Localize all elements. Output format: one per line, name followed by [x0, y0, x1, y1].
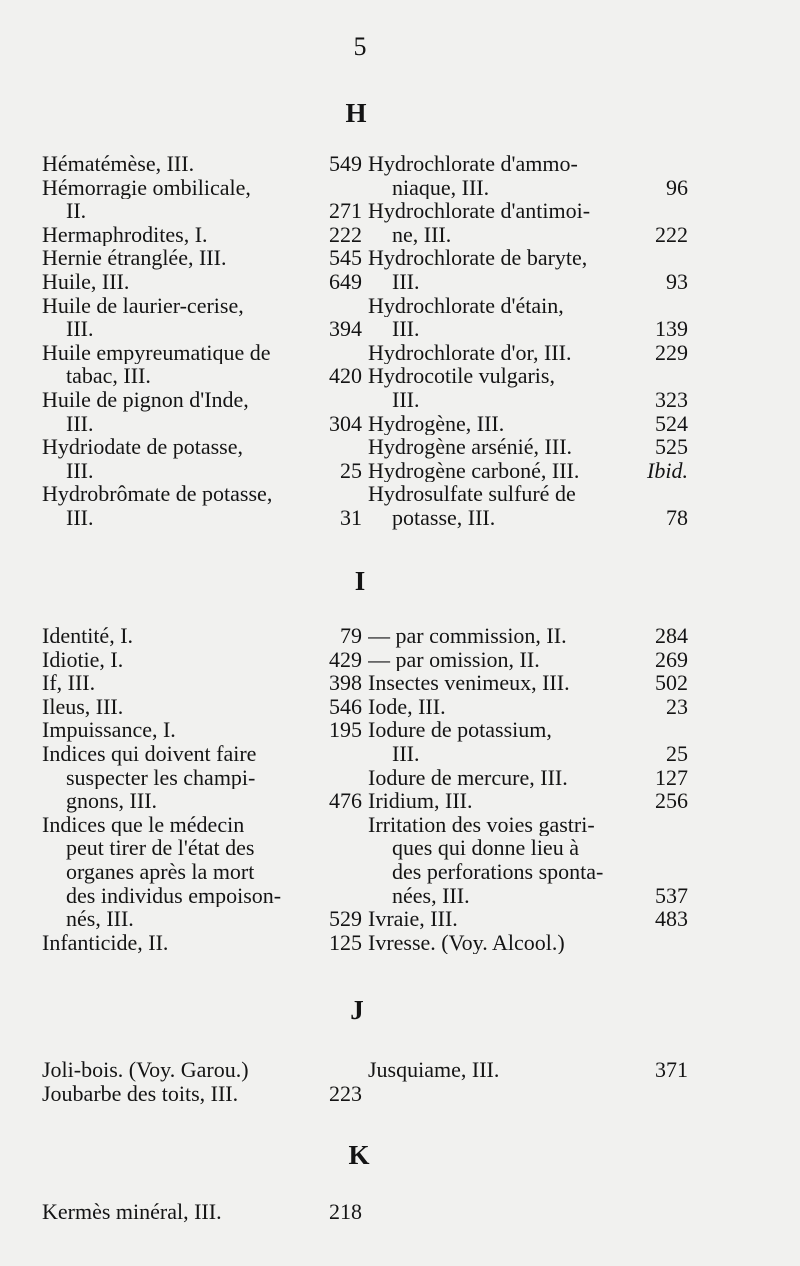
entry-page-ref: 371 — [655, 1058, 688, 1082]
entry-page-ref: 222 — [329, 222, 362, 247]
entry-text: niaque, III. — [392, 175, 490, 200]
entry-page-ref: 269 — [655, 647, 688, 672]
entry-text: Insectes venimeux, III. — [368, 671, 570, 695]
column-right-j — [368, 1058, 688, 1082]
entry-text: Identité, I. — [42, 624, 134, 648]
column-left-k — [42, 1200, 362, 1224]
entry-page-ref: 223 — [329, 1081, 362, 1106]
entry-page-ref: 25 — [340, 458, 362, 483]
index-entry — [368, 412, 688, 436]
entry-text: Infanticide, II. — [42, 930, 169, 955]
entry-text: Iodure de mercure, III. — [368, 765, 568, 790]
entry-text: Hydrosulfate sulfuré de — [368, 482, 576, 506]
entry-page-ref: 127 — [655, 765, 688, 790]
entry-text: Iridium, III. — [368, 789, 473, 813]
entry-text: Ivraie, III. — [368, 907, 458, 931]
entry-page-ref: 429 — [329, 647, 362, 672]
index-entry — [368, 671, 688, 695]
index-entry — [368, 648, 688, 672]
entry-page-ref: 218 — [329, 1200, 362, 1224]
entry-text: Hydrogène, III. — [368, 411, 505, 436]
entry-text: III. — [392, 387, 420, 412]
entry-page-ref: 222 — [655, 222, 688, 247]
entry-text: III. — [392, 317, 420, 341]
column-right-i — [368, 624, 688, 954]
entry-text: III. — [392, 741, 420, 766]
entry-page-ref: 195 — [329, 718, 362, 742]
entry-page-ref: 256 — [655, 789, 688, 813]
entry-page-ref: 304 — [329, 411, 362, 436]
index-entry — [368, 907, 688, 931]
entry-page-ref: 93 — [666, 269, 688, 294]
entry-page-ref: 25 — [666, 741, 688, 766]
index-entry — [42, 482, 362, 529]
entry-page-ref: 284 — [655, 624, 688, 648]
entry-text: Hémorragie ombilicale, — [42, 175, 251, 200]
entry-text: Huile, III. — [42, 269, 130, 294]
entry-text: gnons, III. — [66, 789, 158, 813]
entry-text: potasse, III. — [392, 505, 496, 530]
entry-text: peut tirer de l'état des — [66, 836, 255, 860]
index-entry — [42, 931, 362, 955]
index-entry — [42, 624, 362, 648]
index-entry — [42, 435, 362, 482]
entry-text: Irritation des voies gastri- — [368, 812, 595, 837]
index-entry — [42, 176, 362, 223]
entry-text: Hydrochlorate d'ammo- — [368, 152, 578, 176]
entry-text: Indices que le médecin — [42, 812, 245, 837]
section-letter-i: I — [354, 566, 366, 596]
entry-page-ref: 96 — [666, 175, 688, 200]
entry-text: Hydriodate de potasse, — [42, 435, 243, 459]
entry-page-ref: 394 — [329, 317, 362, 341]
index-entry — [368, 246, 688, 293]
entry-text: des perforations sponta- — [392, 859, 604, 884]
entry-page-ref: 398 — [329, 671, 362, 695]
column-left-h — [42, 152, 362, 530]
entry-text: Hydrochlorate d'or, III. — [368, 340, 572, 365]
index-entry — [42, 813, 362, 931]
entry-text: Jusquiame, III. — [368, 1058, 500, 1082]
entry-text: Hydrocotile vulgaris, — [368, 364, 555, 388]
section-letter-k: K — [348, 1140, 370, 1170]
entry-text: des individus empoison- — [66, 883, 282, 908]
entry-text: III. — [66, 411, 94, 436]
entry-text: II. — [66, 199, 87, 223]
index-entry — [42, 152, 362, 176]
entry-text: Kermès minéral, III. — [42, 1200, 222, 1224]
entry-text: tabac, III. — [66, 364, 151, 388]
index-entry — [42, 742, 362, 813]
index-entry — [42, 695, 362, 719]
index-entry — [42, 246, 362, 270]
entry-text: Idiotie, I. — [42, 647, 124, 672]
entry-text: Hydrochlorate de baryte, — [368, 246, 588, 270]
column-left-i — [42, 624, 362, 954]
entry-page-ref: 483 — [655, 907, 688, 931]
entry-text: Hydrogène arsénié, III. — [368, 435, 573, 459]
index-entry — [368, 199, 688, 246]
entry-page-ref: 420 — [329, 364, 362, 388]
entry-text: Ivresse. (Voy. Alcool.) — [368, 930, 565, 955]
entry-page-ref: 537 — [655, 883, 688, 908]
index-entry — [368, 695, 688, 719]
index-entry — [42, 223, 362, 247]
column-left-j — [42, 1058, 362, 1105]
column-right-h — [368, 152, 688, 530]
entry-page-ref: 31 — [340, 505, 362, 530]
entry-text: III. — [66, 458, 94, 483]
index-entry — [368, 364, 688, 411]
entry-text: ques qui donne lieu à — [392, 836, 579, 860]
section-letter-h: H — [345, 98, 367, 128]
entry-text: Joubarbe des toits, III. — [42, 1081, 239, 1106]
entry-text: Hermaphrodites, I. — [42, 222, 208, 247]
entry-page-ref: 271 — [329, 199, 362, 223]
index-entry — [42, 718, 362, 742]
entry-page-ref: 502 — [655, 671, 688, 695]
entry-text: Indices qui doivent faire — [42, 741, 257, 766]
entry-page-ref: 229 — [655, 340, 688, 365]
entry-text: Hydrogène carboné, III. — [368, 458, 580, 483]
entry-page-ref: 23 — [666, 694, 688, 719]
index-entry — [368, 341, 688, 365]
index-entry — [368, 435, 688, 459]
index-entry — [368, 766, 688, 790]
index-entry — [368, 813, 688, 907]
entry-text: nés, III. — [66, 907, 134, 931]
index-entry — [42, 671, 362, 695]
index-entry — [368, 294, 688, 341]
index-entry — [368, 931, 688, 955]
entry-page-ref: 525 — [655, 435, 688, 459]
entry-text: organes après la mort — [66, 859, 255, 884]
section-letter-j: J — [350, 995, 364, 1025]
entry-text: III. — [66, 317, 94, 341]
index-entry — [368, 718, 688, 765]
entry-page-ref: 79 — [340, 624, 362, 648]
index-entry — [368, 624, 688, 648]
entry-page-ref: 545 — [329, 246, 362, 270]
index-entry — [42, 388, 362, 435]
index-entry — [368, 1058, 688, 1082]
entry-text: Joli-bois. (Voy. Garou.) — [42, 1058, 249, 1082]
index-entry — [42, 294, 362, 341]
index-entry — [368, 152, 688, 199]
index-entry — [368, 459, 688, 483]
entry-text: If, III. — [42, 671, 96, 695]
entry-page-ref: 323 — [655, 387, 688, 412]
entry-page-ref: 524 — [655, 411, 688, 436]
index-entry — [42, 648, 362, 672]
entry-page-ref: 125 — [329, 930, 362, 955]
page-number: 5 — [353, 32, 367, 61]
entry-text: Huile de laurier-cerise, — [42, 293, 244, 318]
entry-page-ref: 546 — [329, 694, 362, 719]
entry-text: Huile empyreumatique de — [42, 340, 271, 365]
entry-text: III. — [392, 269, 420, 294]
entry-page-ref: 78 — [666, 505, 688, 530]
entry-text: suspecter les champi- — [66, 765, 256, 790]
entry-text: — par commission, II. — [368, 624, 567, 648]
entry-text: ne, III. — [392, 222, 452, 247]
entry-text: Hernie étranglée, III. — [42, 246, 227, 270]
entry-page-ref: Ibid. — [647, 458, 688, 483]
entry-text: Iodure de potassium, — [368, 718, 552, 742]
entry-text: Impuissance, I. — [42, 718, 176, 742]
entry-text: nées, III. — [392, 883, 470, 908]
entry-page-ref: 649 — [329, 269, 362, 294]
entry-text: Hydrochlorate d'étain, — [368, 293, 564, 318]
entry-text: Hydrochlorate d'antimoi- — [368, 199, 591, 223]
entry-page-ref: 476 — [329, 789, 362, 813]
index-entry — [42, 1200, 362, 1224]
entry-text: — par omission, II. — [368, 647, 540, 672]
index-entry — [42, 341, 362, 388]
index-entry — [368, 789, 688, 813]
index-entry — [42, 1058, 362, 1082]
index-entry — [42, 1082, 362, 1106]
index-entry — [368, 482, 688, 529]
entry-page-ref: 529 — [329, 907, 362, 931]
entry-text: Hydrobrômate de potasse, — [42, 482, 273, 506]
entry-page-ref: 549 — [329, 152, 362, 176]
entry-page-ref: 139 — [655, 317, 688, 341]
entry-text: III. — [66, 505, 94, 530]
entry-text: Ileus, III. — [42, 694, 124, 719]
entry-text: Hématémèse, III. — [42, 152, 195, 176]
entry-text: Huile de pignon d'Inde, — [42, 387, 249, 412]
index-entry — [42, 270, 362, 294]
entry-text: Iode, III. — [368, 694, 446, 719]
